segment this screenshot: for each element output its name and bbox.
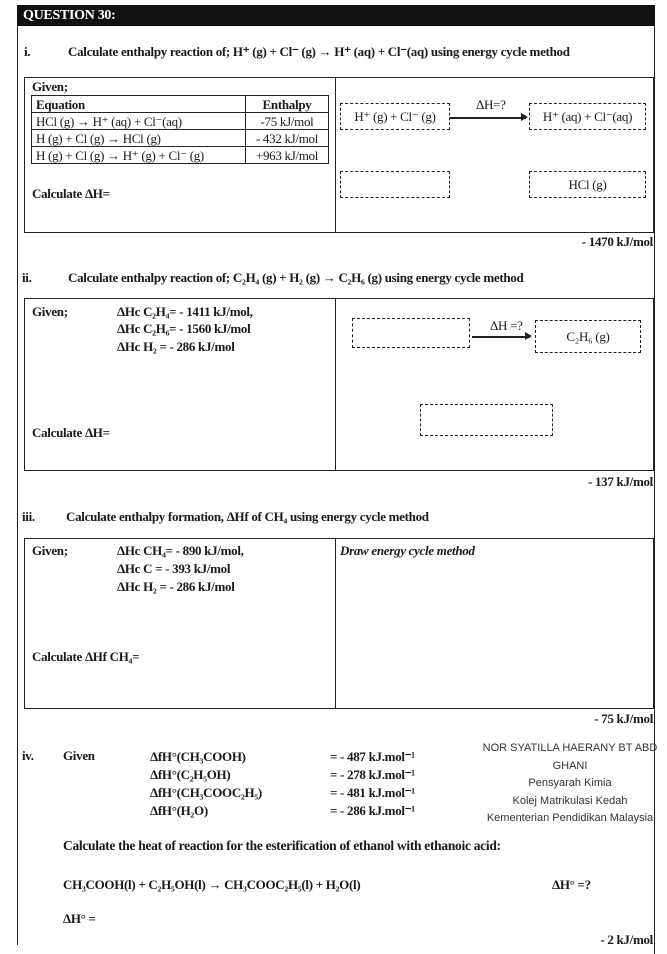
q2-intermediate-box (420, 404, 553, 436)
q3-prompt: Calculate enthalpy formation, ΔHf of CH₄ using energy cycle method (66, 509, 429, 524)
q3-given-item: ΔHc C = - 393 kJ/mol (117, 561, 231, 576)
stamp-line: Kolej Matrikulasi Kedah (512, 794, 628, 807)
q1-blank-box (340, 171, 450, 198)
q2-prompt: Calculate enthalpy reaction of; C₂H₄ (g) + H₂ (g) → C₂H₆ (g) using energy cycle method (68, 270, 524, 285)
table-cell-enthalpy: -75 kJ/mol (246, 113, 329, 130)
q1-answer: - 1470 kJ/mol (581, 234, 653, 249)
stamp-line: Kementerian Pendidikan Malaysia (486, 812, 654, 824)
q2-given-item: ΔHc C₂H₄= - 1411 kJ/mol, (117, 304, 253, 319)
q2-given-item: ΔHc H₂ = - 286 kJ/mol (117, 339, 235, 354)
q2-reactants-box (352, 318, 470, 348)
q2-answer: - 137 kJ/mol (587, 474, 653, 489)
q4-given-name: ΔfH°(H₂O) (150, 803, 208, 818)
q2-calculate-label: Calculate ΔH= (32, 425, 110, 440)
page-border-left (17, 5, 18, 945)
table-row (32, 147, 329, 164)
q4-given-value: = - 286 kJ.mol⁻¹ (330, 803, 415, 818)
table-header-row (32, 96, 329, 113)
q4-answer: - 2 kJ/mol (600, 932, 653, 947)
q4-given-value: = - 487 kJ.mol⁻¹ (330, 749, 415, 764)
q2-given-label: Given; (32, 304, 68, 319)
q4-prompt: Calculate the heat of reaction for the esterification of ethanol with ethanoic acid: (63, 838, 501, 853)
q3-draw-label: Draw energy cycle method (340, 543, 475, 558)
q4-given-value: = - 481 kJ.mol⁻¹ (330, 785, 415, 800)
q1-number: i. (24, 44, 31, 59)
arrow-right-icon (472, 336, 530, 338)
q2-delta-label: ΔH =? (490, 318, 523, 333)
q3-calculate-label: Calculate ΔHf CH₄= (32, 649, 140, 664)
q1-products-box: H⁺ (aq) + Cl⁻(aq) (529, 103, 646, 130)
q4-given-name: ΔfH°(CH₃COOH) (150, 749, 246, 764)
table-cell-enthalpy: - 432 kJ/mol (246, 130, 329, 147)
q1-prompt: Calculate enthalpy reaction of; H⁺ (g) + Cl⁻ (g) → H⁺ (aq) + Cl⁻(aq) using energy cycle method (68, 44, 570, 59)
q1-reactants-box: H⁺ (g) + Cl⁻ (g) (340, 103, 450, 130)
table-header-equation: Equation (32, 96, 246, 113)
stamp-line: Pensyarah Kimia (528, 777, 612, 789)
q3-divider (335, 538, 336, 709)
q4-given-name: ΔfH°(C₂H₅OH) (150, 767, 231, 782)
q3-answer: - 75 kJ/mol (594, 711, 653, 726)
stamp-line: NOR SYATILLA HAERANY BT ABD GHANI (482, 742, 658, 772)
q4-given-label: Given (63, 748, 95, 763)
table-cell-enthalpy: +963 kJ/mol (246, 147, 329, 164)
q1-given-label: Given; (32, 79, 68, 94)
q1-calculate-label: Calculate ΔH= (32, 186, 110, 201)
q4-equation: CH₃COOH(l) + C₂H₅OH(l) → CH₃COOC₂H₅(l) + H₂O(l) (63, 877, 361, 892)
q4-delta-label: ΔH° =? (552, 877, 591, 892)
q1-divider (335, 77, 336, 233)
q1-intermediate-box: HCl (g) (529, 171, 646, 198)
question-header: QUESTION 30: (17, 5, 655, 26)
q4-calculate-label: ΔH° = (63, 911, 96, 926)
table-cell-equation: H (g) + Cl (g) → HCl (g) (32, 130, 246, 147)
q2-product-box: C₂H₆ (g) (535, 320, 641, 353)
q3-number: iii. (22, 509, 35, 524)
q3-given-item: ΔHc CH₄= - 890 kJ/mol, (117, 543, 244, 558)
q4-given-value: = - 278 kJ.mol⁻¹ (330, 767, 415, 782)
q1-equation-table (31, 95, 329, 164)
table-cell-equation: H (g) + Cl (g) → H⁺ (g) + Cl⁻ (g) (32, 147, 246, 164)
q2-number: ii. (22, 270, 32, 285)
arrow-right-icon (450, 117, 526, 119)
q4-given-name: ΔfH°(CH₃COOC₂H₅) (150, 785, 262, 800)
table-header-enthalpy: Enthalpy (246, 96, 329, 113)
q2-given-item: ΔHc C₂H₆= - 1560 kJ/mol (117, 321, 251, 336)
q3-given-item: ΔHc H₂ = - 286 kJ/mol (117, 579, 235, 594)
table-row (32, 130, 329, 147)
q1-delta-label: ΔH=? (476, 97, 506, 112)
table-cell-equation: HCl (g) → H⁺ (aq) + Cl⁻(aq) (32, 113, 246, 130)
q3-given-label: Given; (32, 543, 68, 558)
table-row (32, 113, 329, 130)
lecturer-stamp (470, 740, 667, 828)
q2-divider (335, 298, 336, 471)
q4-number: iv. (22, 748, 34, 763)
